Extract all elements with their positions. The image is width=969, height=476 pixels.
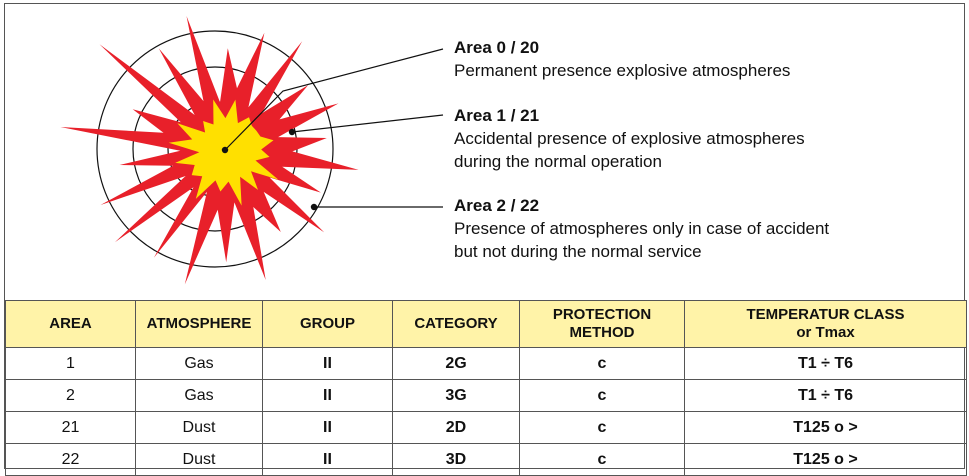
cell-group: II bbox=[263, 348, 393, 380]
cell-atmosphere: Gas bbox=[136, 380, 263, 412]
table-row bbox=[6, 380, 967, 412]
marker-dot-zone-0 bbox=[222, 147, 228, 153]
cell-area: 1 bbox=[6, 348, 136, 380]
cell-group: II bbox=[263, 444, 393, 476]
zone-1-description-line-2: during the normal operation bbox=[454, 152, 662, 171]
cell-category: 3G bbox=[393, 380, 520, 412]
table-row bbox=[6, 412, 967, 444]
zone-1-description-line-1: Accidental presence of explosive atmospheres bbox=[454, 129, 805, 148]
header-area: AREA bbox=[6, 301, 136, 348]
cell-group: II bbox=[263, 412, 393, 444]
cell-area: 22 bbox=[6, 444, 136, 476]
table-header-row bbox=[6, 301, 967, 348]
header-atmosphere: ATMOSPHERE bbox=[136, 301, 263, 348]
ex-zone-panel bbox=[4, 3, 965, 469]
table-row bbox=[6, 444, 967, 476]
cell-temperature: T125 o > bbox=[685, 444, 967, 476]
cell-category: 2G bbox=[393, 348, 520, 380]
leader-line-zone-1 bbox=[292, 115, 443, 132]
cell-protection: c bbox=[520, 412, 685, 444]
header-category: CATEGORY bbox=[393, 301, 520, 348]
header-group: GROUP bbox=[263, 301, 393, 348]
cell-protection: c bbox=[520, 380, 685, 412]
zone-1-label bbox=[454, 104, 805, 173]
cell-temperature: T1 ÷ T6 bbox=[685, 348, 967, 380]
cell-atmosphere: Dust bbox=[136, 412, 263, 444]
zone-2-description-line-1: Presence of atmospheres only in case of accident bbox=[454, 219, 830, 238]
zone-2-label bbox=[454, 194, 829, 263]
explosion-burst-icon bbox=[60, 16, 358, 284]
atex-classification-table bbox=[5, 300, 967, 476]
cell-protection: c bbox=[520, 348, 685, 380]
cell-protection: c bbox=[520, 444, 685, 476]
zone-1-title: Area 1 / 21 bbox=[454, 106, 540, 125]
cell-atmosphere: Dust bbox=[136, 444, 263, 476]
zone-0-description: Permanent presence explosive atmospheres bbox=[454, 61, 791, 80]
cell-temperature: T1 ÷ T6 bbox=[685, 380, 967, 412]
cell-atmosphere: Gas bbox=[136, 348, 263, 380]
cell-area: 2 bbox=[6, 380, 136, 412]
zone-0-label bbox=[454, 36, 790, 82]
zone-2-title: Area 2 / 22 bbox=[454, 196, 540, 215]
table-row bbox=[6, 348, 967, 380]
zone-0-title: Area 0 / 20 bbox=[454, 38, 540, 57]
zone-2-description-line-2: but not during the normal service bbox=[454, 242, 702, 261]
cell-group: II bbox=[263, 380, 393, 412]
explosion-zone-diagram bbox=[5, 4, 966, 300]
cell-category: 2D bbox=[393, 412, 520, 444]
marker-dot-zone-1 bbox=[289, 129, 295, 135]
marker-dot-zone-2 bbox=[311, 204, 317, 210]
cell-category: 3D bbox=[393, 444, 520, 476]
cell-area: 21 bbox=[6, 412, 136, 444]
header-protection-method: PROTECTION METHOD bbox=[520, 301, 685, 348]
cell-temperature: T125 o > bbox=[685, 412, 967, 444]
header-temperature-class: TEMPERATUR CLASS or Tmax bbox=[685, 301, 967, 348]
